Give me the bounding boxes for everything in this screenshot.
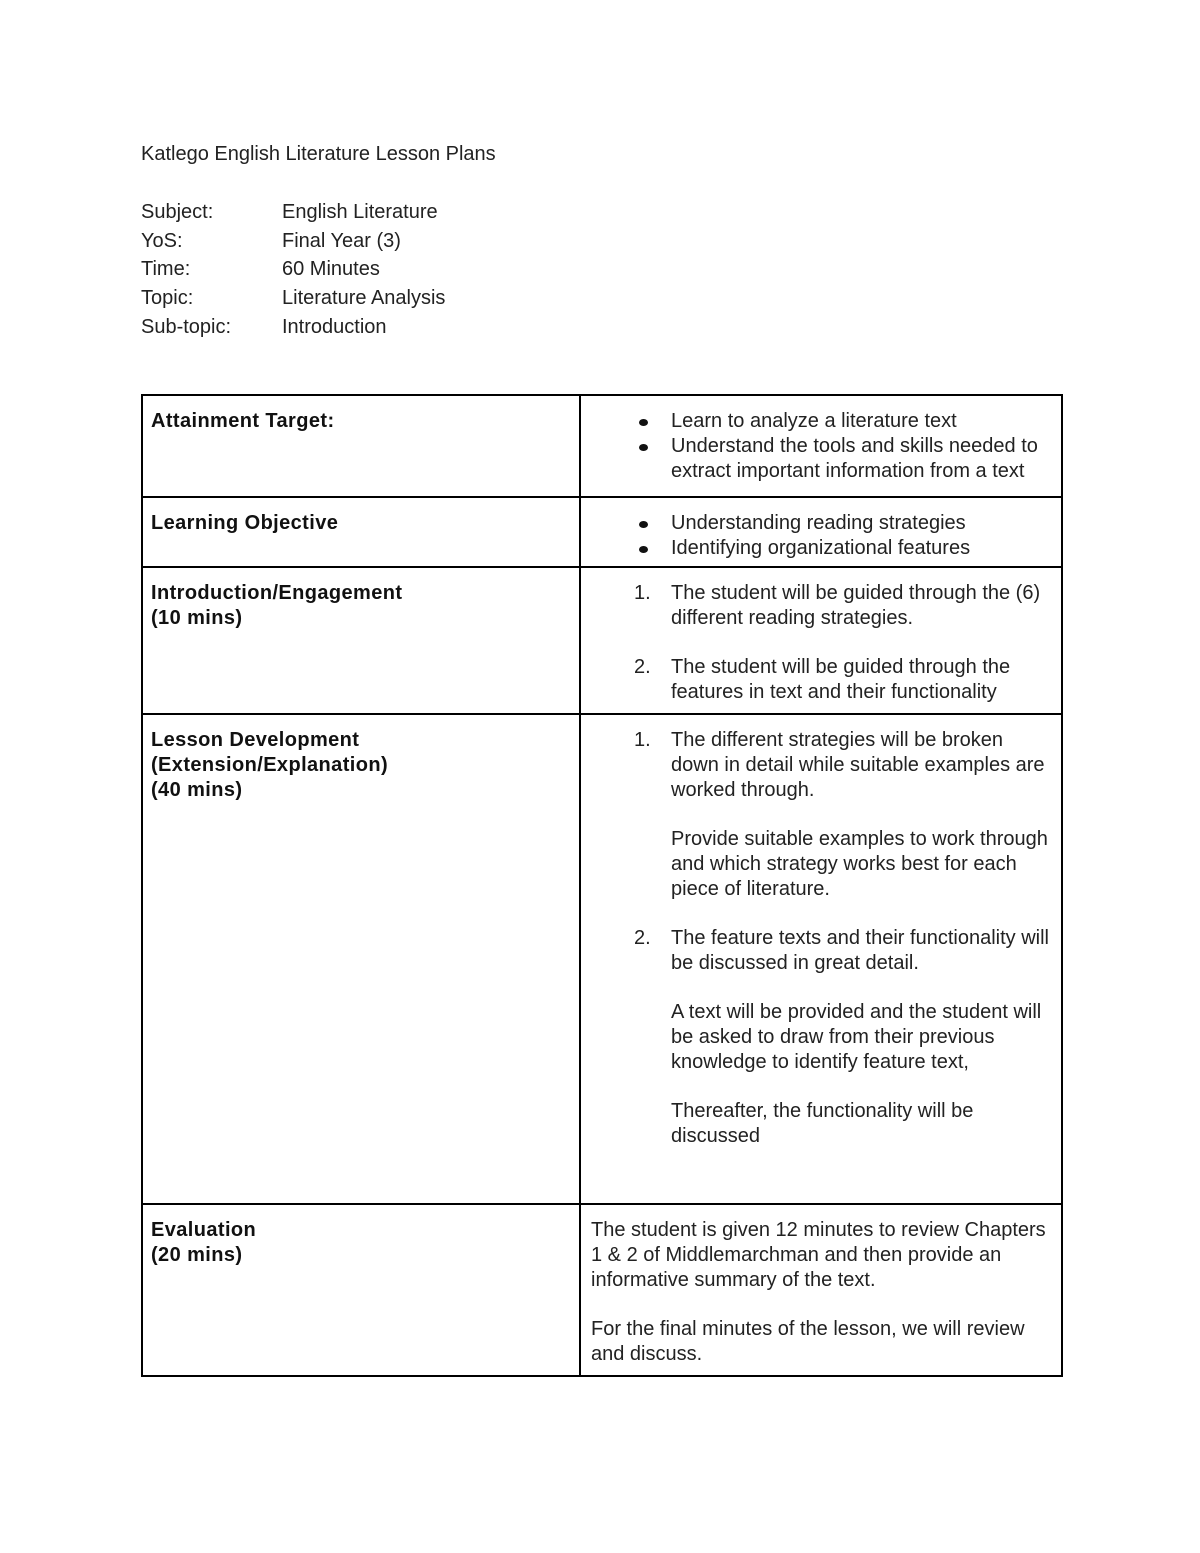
list-item-text: The student will be guided through the features in text and their functionality (671, 656, 1011, 703)
document-title: Katlego English Literature Lesson Plans (141, 143, 496, 165)
list-item (631, 655, 1051, 705)
meta-row-topic (141, 284, 445, 313)
list-item (631, 728, 1051, 902)
row-duration: (40 mins) (151, 779, 243, 801)
meta-label: Subject: (141, 201, 214, 223)
meta-value: Final Year (3) (282, 229, 401, 252)
meta-row-subtopic (141, 313, 445, 342)
row-sublabel: (Extension/Explanation) (151, 754, 389, 776)
label-cell (142, 567, 580, 714)
list-number: 1. (634, 582, 651, 604)
row-lesson-development (142, 714, 1062, 1204)
label-cell (142, 395, 580, 497)
meta-label: Time: (141, 258, 191, 281)
paragraph: The feature texts and their functionality will be discussed in great detail. (671, 927, 1049, 974)
content-cell (580, 567, 1062, 714)
lesson-plan-table (141, 394, 1063, 1377)
label-cell (142, 1204, 580, 1376)
list-item (631, 434, 1051, 484)
list-number: 1. (634, 729, 651, 751)
row-evaluation (142, 1204, 1062, 1376)
meta-value: English Literature (282, 201, 438, 223)
content-cell (580, 497, 1062, 567)
content-cell (580, 714, 1062, 1204)
lesson-meta (141, 198, 445, 341)
list-item (631, 926, 1051, 1149)
list-item (631, 581, 1051, 631)
label-cell (142, 714, 580, 1204)
paragraph: The student is given 12 minutes to review Chapters 1 & 2 of Middlemarchman and then provide an informative summary of the text. (591, 1219, 1046, 1291)
list-item-text: Understand the tools and skills needed to extract important information from a text (671, 435, 1038, 482)
list-item (631, 409, 1051, 434)
paragraph: Provide suitable examples to work through and which strategy works best for each piece of literature. (671, 828, 1048, 900)
row-duration: (10 mins) (151, 607, 243, 629)
row-label: Lesson Development (151, 729, 360, 751)
content-cell (580, 395, 1062, 497)
paragraph: Thereafter, the functionality will be discussed (671, 1100, 974, 1147)
meta-row-subject (141, 198, 445, 227)
bullet-icon (639, 419, 648, 426)
list-item-text: Understanding reading strategies (671, 512, 966, 534)
list-item-text: The student will be guided through the (6) different reading strategies. (671, 582, 1041, 629)
row-learning-objective (142, 497, 1062, 567)
meta-value: Literature Analysis (282, 287, 446, 310)
row-label: Learning Objective (151, 512, 339, 534)
meta-value: 60 Minutes (282, 258, 380, 281)
row-introduction (142, 567, 1062, 714)
meta-row-yos (141, 227, 445, 256)
row-label: Introduction/Engagement (151, 582, 403, 604)
meta-label: Sub-topic: (141, 315, 232, 338)
label-cell (142, 497, 580, 567)
content-cell (580, 1204, 1062, 1376)
row-label: Evaluation (151, 1219, 257, 1241)
list-item (631, 536, 1051, 561)
bullet-icon (639, 546, 648, 553)
bullet-list (591, 409, 1051, 484)
paragraph: For the final minutes of the lesson, we will review and discuss. (591, 1318, 1025, 1365)
list-item-text: Learn to analyze a literature text (671, 410, 957, 432)
row-duration: (20 mins) (151, 1244, 243, 1266)
meta-row-time (141, 255, 445, 284)
list-item (631, 511, 1051, 536)
bullet-list (591, 511, 1051, 561)
list-item-text: Identifying organizational features (671, 537, 971, 559)
list-number: 2. (634, 656, 651, 678)
meta-label: Topic: (141, 287, 194, 310)
list-number: 2. (634, 927, 651, 949)
row-attainment-target (142, 395, 1062, 497)
row-label: Attainment Target: (151, 410, 335, 432)
meta-label: YoS: (141, 229, 183, 252)
bullet-icon (639, 444, 648, 451)
paragraph: A text will be provided and the student will be asked to draw from their previous knowledge to identify feature text, (671, 1001, 1042, 1073)
paragraph: The different strategies will be broken down in detail while suitable examples are worked through. (671, 729, 1045, 801)
numbered-list (591, 581, 1051, 705)
numbered-list (591, 728, 1051, 1149)
bullet-icon (639, 521, 648, 528)
meta-value: Introduction (282, 315, 387, 338)
